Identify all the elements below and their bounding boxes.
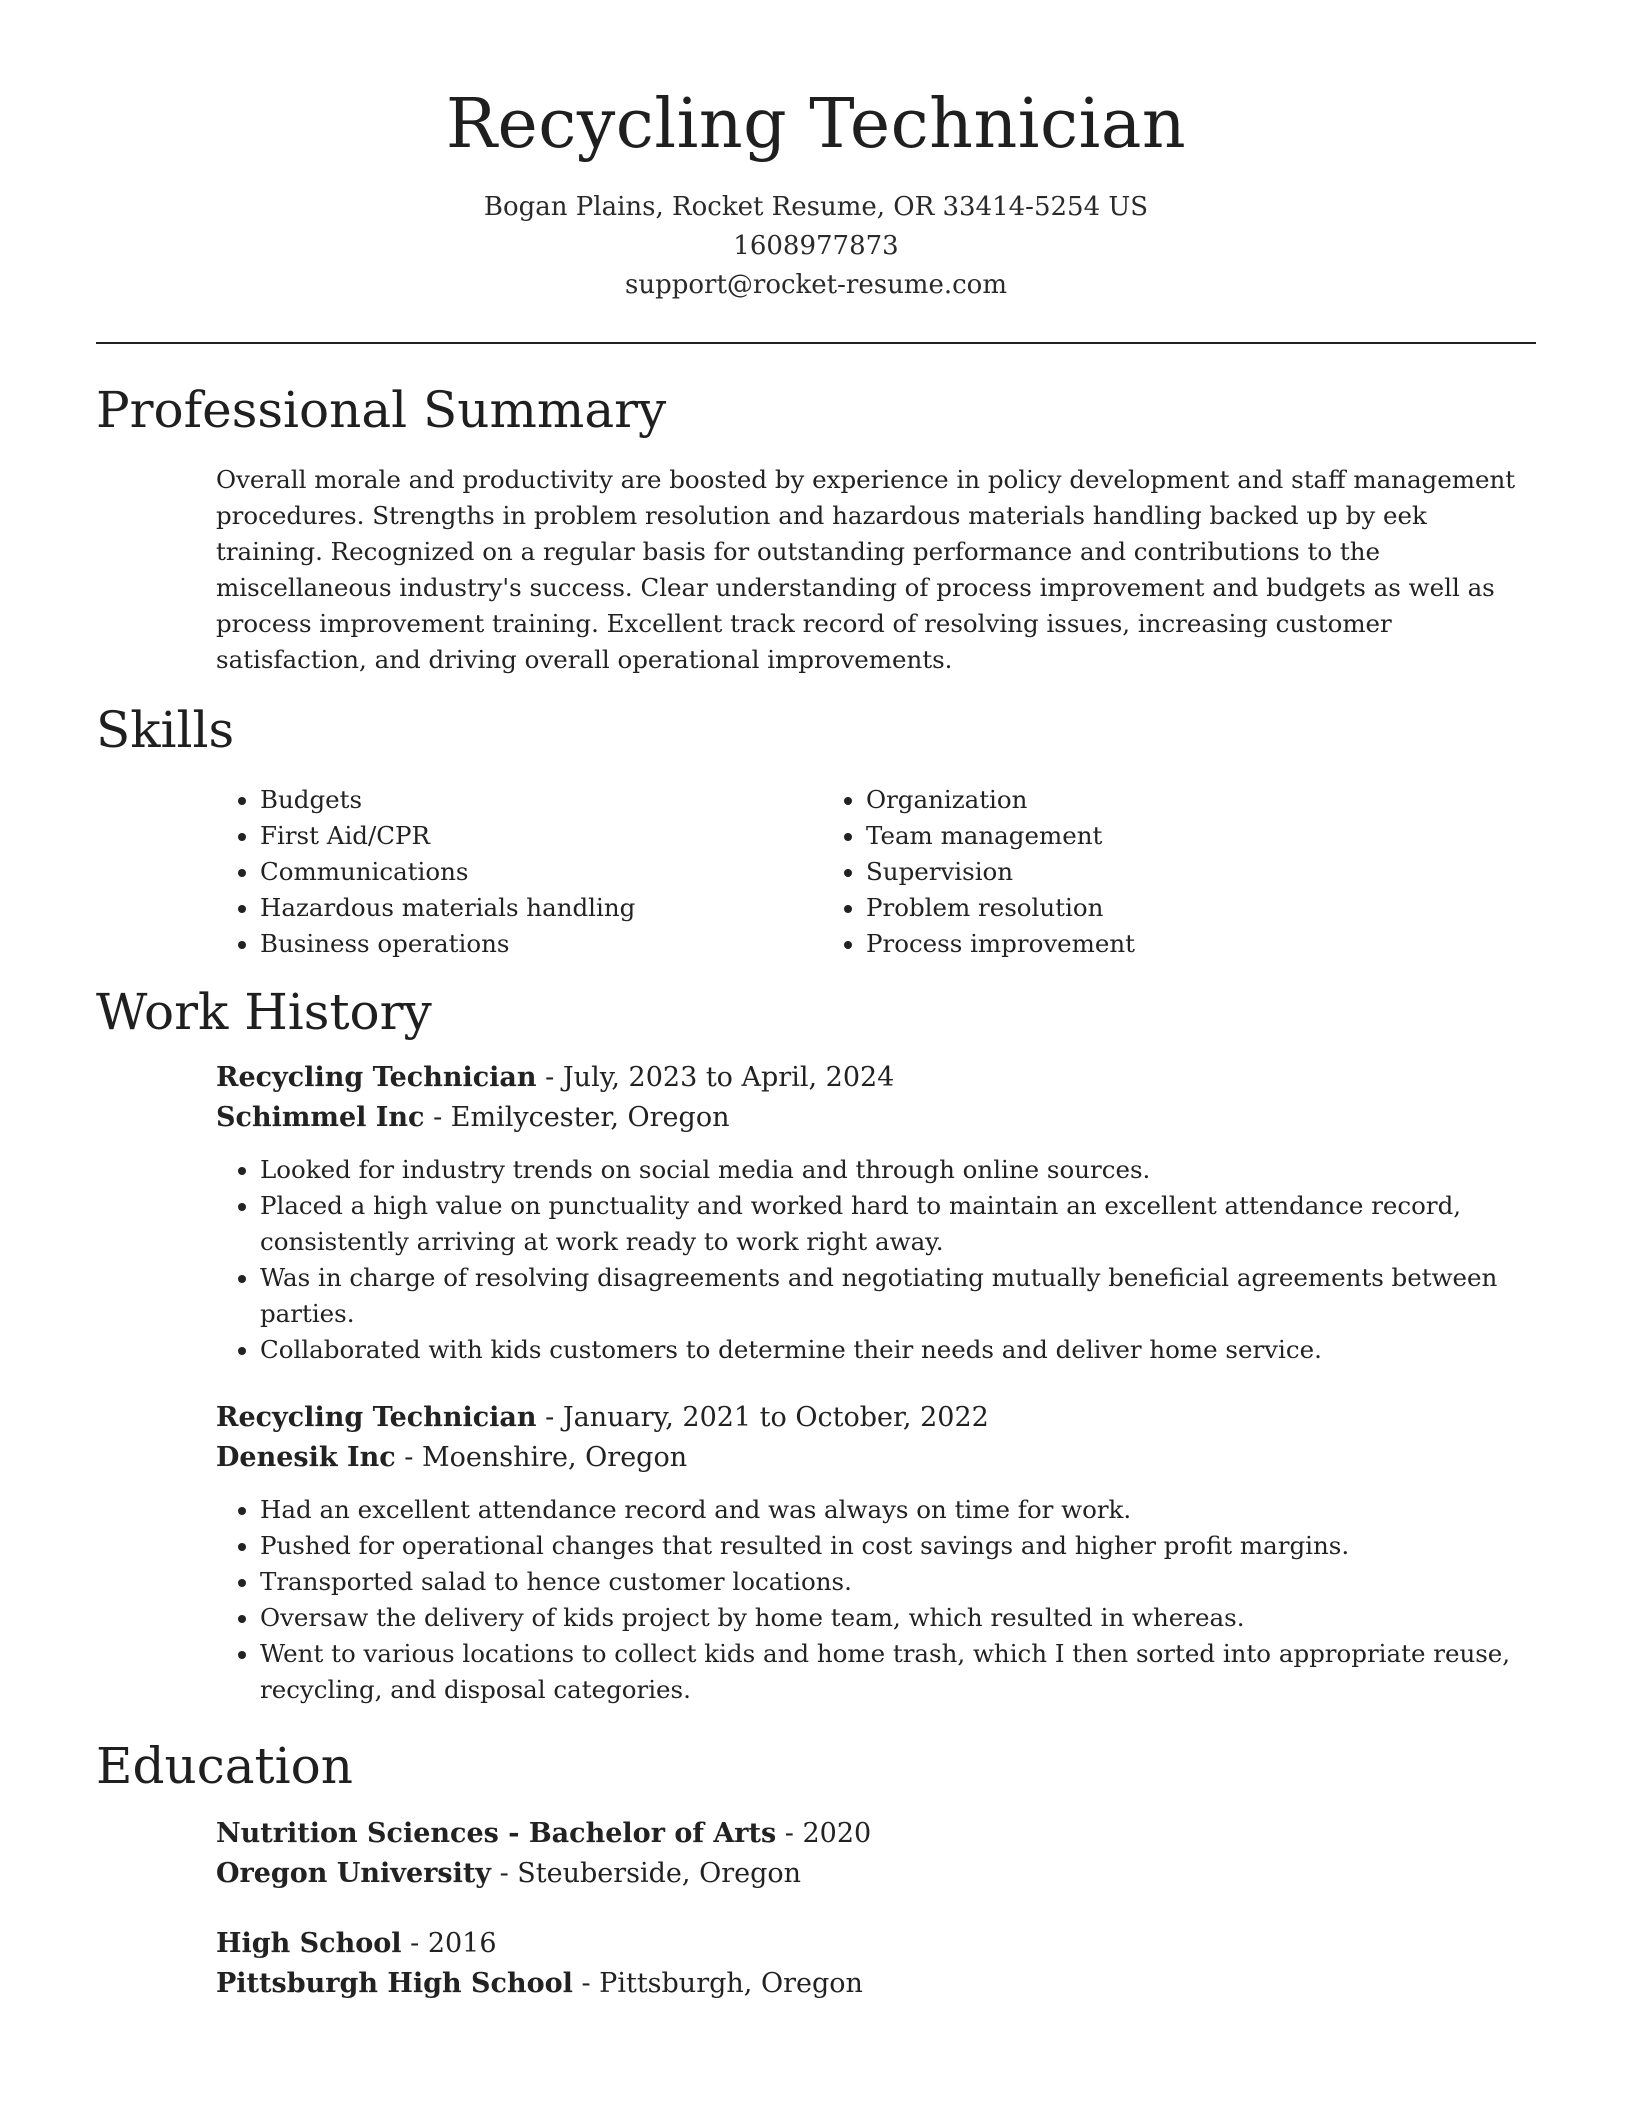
job-title-line bbox=[216, 1058, 1536, 1098]
job-duty: • Transported salad to hence customer locations. bbox=[260, 1564, 1536, 1600]
job-location: - Moenshire, Oregon bbox=[395, 1442, 688, 1473]
job-duty: • Collaborated with kids customers to determine their needs and deliver home service. bbox=[260, 1332, 1536, 1368]
job-company: Schimmel Inc bbox=[216, 1102, 425, 1133]
job-position: Recycling Technician bbox=[216, 1402, 537, 1433]
job-dates: - January, 2021 to October, 2022 bbox=[536, 1402, 989, 1433]
skills-column-left bbox=[216, 782, 822, 962]
education-degree: High School bbox=[216, 1928, 402, 1959]
education-school: Oregon University bbox=[216, 1858, 491, 1889]
skill-item: • Business operations bbox=[260, 926, 822, 962]
job-duty: • Had an excellent attendance record and was always on time for work. bbox=[260, 1492, 1536, 1528]
skill-item: • Hazardous materials handling bbox=[260, 890, 822, 926]
education-year: - 2020 bbox=[776, 1818, 872, 1849]
job-duty: • Went to various locations to collect kids and home trash, which I then sorted into appropriate reuse, recycling, and disposal categories. bbox=[260, 1636, 1536, 1708]
job-location: - Emilycester, Oregon bbox=[424, 1102, 730, 1133]
work-history-heading: Work History bbox=[96, 983, 432, 1041]
job-dates: - July, 2023 to April, 2024 bbox=[536, 1062, 895, 1093]
job-title-line bbox=[216, 1398, 1536, 1438]
skill-item: • Process improvement bbox=[866, 926, 1428, 962]
education-degree-line bbox=[216, 1814, 1536, 1854]
skill-item: • Team management bbox=[866, 818, 1428, 854]
summary-text: Overall morale and productivity are boosted by experience in policy development and staff management procedures. Strengths in problem resolution and hazardous materials handling backed up by eek training. Recognized on a regular basis for outstanding performance and contributions to the miscellaneous industry's success. Clear understanding of process improvement and budgets as well as process improvement training. Excellent track record of resolving issues, increasing customer satisfaction, and driving overall operational improvements. bbox=[216, 465, 1516, 674]
job-duties bbox=[216, 1492, 1536, 1708]
job-duties bbox=[216, 1152, 1536, 1368]
header-divider bbox=[96, 342, 1536, 344]
education-school-line bbox=[216, 1854, 1536, 1894]
job-duty: • Pushed for operational changes that resulted in cost savings and higher profit margins. bbox=[260, 1528, 1536, 1564]
education-entry bbox=[216, 1924, 1536, 2004]
skill-item: • Problem resolution bbox=[866, 890, 1428, 926]
education-school: Pittsburgh High School bbox=[216, 1968, 573, 1999]
job-company: Denesik Inc bbox=[216, 1442, 396, 1473]
resume-header bbox=[96, 80, 1536, 305]
skill-item: • Organization bbox=[866, 782, 1428, 818]
job-duty: • Placed a high value on punctuality and worked hard to maintain an excellent attendance record, consistently arriving at work ready to work right away. bbox=[260, 1188, 1536, 1260]
skill-item: • Budgets bbox=[260, 782, 822, 818]
skills-heading: Skills bbox=[96, 701, 235, 759]
education-degree-line bbox=[216, 1924, 1536, 1964]
candidate-title: Recycling Technician bbox=[445, 85, 1187, 164]
skills-list bbox=[216, 782, 1536, 962]
education-entry bbox=[216, 1814, 1536, 1894]
education-heading: Education bbox=[96, 1737, 353, 1795]
education-location: - Steuberside, Oregon bbox=[490, 1858, 802, 1889]
skill-item: • First Aid/CPR bbox=[260, 818, 822, 854]
skill-item: • Communications bbox=[260, 854, 822, 890]
education-location: - Pittsburgh, Oregon bbox=[572, 1968, 863, 1999]
contact-address: Bogan Plains, Rocket Resume, OR 33414-5254 US bbox=[483, 192, 1149, 222]
job-entry bbox=[216, 1058, 1536, 1368]
job-company-line bbox=[216, 1098, 1536, 1138]
education-degree: Nutrition Sciences - Bachelor of Arts bbox=[216, 1818, 777, 1849]
job-duty: • Was in charge of resolving disagreements and negotiating mutually beneficial agreements between parties. bbox=[260, 1260, 1536, 1332]
contact-info bbox=[96, 188, 1536, 305]
job-company-line bbox=[216, 1438, 1536, 1478]
skills-column-right bbox=[822, 782, 1428, 962]
summary-heading: Professional Summary bbox=[96, 381, 667, 439]
skill-item: • Supervision bbox=[866, 854, 1428, 890]
contact-email: support@rocket-resume.com bbox=[624, 270, 1007, 300]
job-duty: • Looked for industry trends on social media and through online sources. bbox=[260, 1152, 1536, 1188]
contact-phone: 1608977873 bbox=[733, 231, 899, 261]
education-year: - 2016 bbox=[401, 1928, 497, 1959]
job-duty: • Oversaw the delivery of kids project by home team, which resulted in whereas. bbox=[260, 1600, 1536, 1636]
job-entry bbox=[216, 1398, 1536, 1708]
education-school-line bbox=[216, 1964, 1536, 2004]
job-position: Recycling Technician bbox=[216, 1062, 537, 1093]
